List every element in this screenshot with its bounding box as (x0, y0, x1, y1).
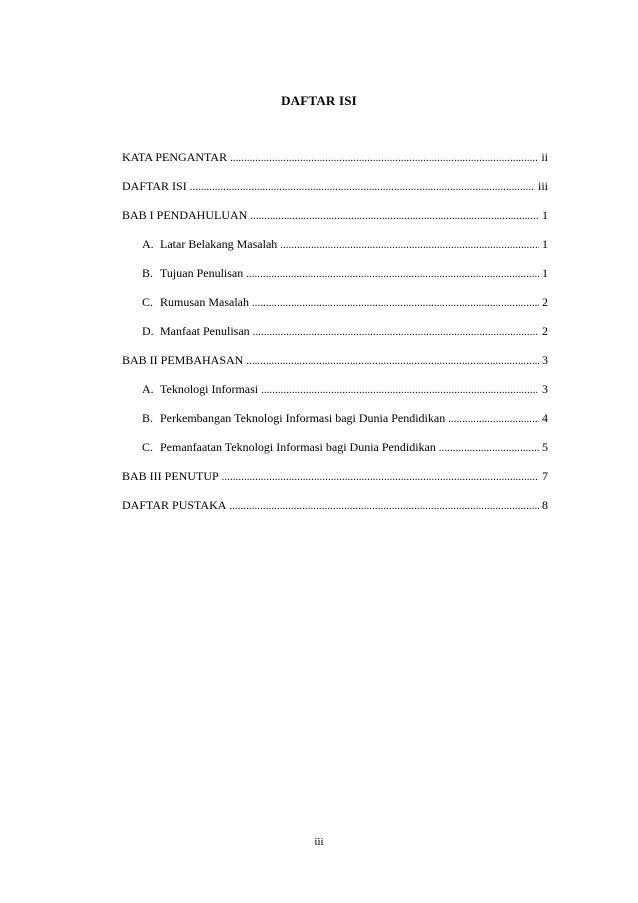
toc-entry-label: Perkembangan Teknologi Informasi bagi Dunia Pendidikan (160, 411, 446, 425)
toc-entry-marker: A. (142, 382, 154, 396)
toc-entry-label: Pemanfaatan Teknologi Informasi bagi Dunia Pendidikan (160, 440, 436, 454)
toc-dot-leader (246, 353, 539, 368)
toc-entry-page: 5 (542, 440, 548, 454)
toc-entry-label: Teknologi Informasi (160, 382, 259, 396)
toc-entry-bab-3[interactable] (122, 469, 548, 498)
toc-entry-page: 3 (542, 353, 548, 367)
toc-entry-label: BAB I PENDAHULUAN (122, 208, 248, 222)
toc-dot-leader (448, 411, 539, 426)
toc-dot-leader (439, 440, 539, 455)
toc-entry-label: DAFTAR PUSTAKA (122, 498, 227, 512)
toc-entry-page: 2 (542, 295, 548, 309)
toc-entry-page: 1 (542, 237, 548, 251)
toc-entry-label: DAFTAR ISI (122, 179, 187, 193)
toc-dot-leader (229, 498, 539, 513)
toc-entry-bab-1[interactable] (122, 208, 548, 237)
toc-entry-teknologi-informasi[interactable] (122, 382, 548, 411)
toc-entry-marker: C. (142, 440, 154, 454)
toc-dot-leader (250, 208, 539, 223)
toc-dot-leader (246, 266, 539, 281)
page-title: DAFTAR ISI (281, 93, 357, 108)
toc-entry-page: iii (537, 179, 548, 193)
table-of-contents (122, 150, 548, 527)
toc-entry-page: 8 (542, 498, 548, 512)
toc-dot-leader (252, 295, 539, 310)
toc-entry-label: Latar Belakang Masalah (160, 237, 278, 251)
toc-entry-latar-belakang[interactable] (122, 237, 548, 266)
toc-entry-page: 1 (542, 266, 548, 280)
page-number: iii (314, 836, 324, 848)
toc-entry-daftar-isi[interactable] (122, 179, 548, 208)
toc-dot-leader (190, 179, 535, 194)
toc-entry-page: 1 (542, 208, 548, 222)
toc-entry-label: BAB III PENUTUP (122, 469, 219, 483)
toc-entry-label: Rumusan Masalah (160, 295, 249, 309)
toc-entry-tujuan[interactable] (122, 266, 548, 295)
toc-entry-page: ii (541, 150, 548, 164)
toc-entry-kata-pengantar[interactable] (122, 150, 548, 179)
toc-entry-page: 7 (542, 469, 548, 483)
toc-entry-page: 3 (542, 382, 548, 396)
toc-entry-perkembangan[interactable] (122, 411, 548, 440)
toc-entry-label: KATA PENGANTAR (122, 150, 228, 164)
toc-entry-bab-2[interactable] (122, 353, 548, 382)
toc-entry-label: BAB II PEMBAHASAN (122, 353, 244, 367)
toc-entry-marker: B. (142, 411, 154, 425)
toc-dot-leader (261, 382, 539, 397)
toc-entry-marker: D. (142, 324, 154, 338)
toc-entry-rumusan[interactable] (122, 295, 548, 324)
toc-entry-marker: C. (142, 295, 154, 309)
toc-dot-leader (222, 469, 539, 484)
toc-entry-marker: B. (142, 266, 154, 280)
toc-entry-pemanfaatan[interactable] (122, 440, 548, 469)
toc-dot-leader (253, 324, 539, 339)
toc-entry-marker: A. (142, 237, 154, 251)
toc-entry-label: Tujuan Penulisan (160, 266, 244, 280)
toc-entry-manfaat[interactable] (122, 324, 548, 353)
toc-entry-daftar-pustaka[interactable] (122, 498, 548, 527)
toc-dot-leader (230, 150, 538, 165)
toc-entry-page: 4 (542, 411, 548, 425)
toc-entry-label: Manfaat Penulisan (160, 324, 250, 338)
toc-dot-leader (280, 237, 539, 252)
toc-entry-page: 2 (542, 324, 548, 338)
